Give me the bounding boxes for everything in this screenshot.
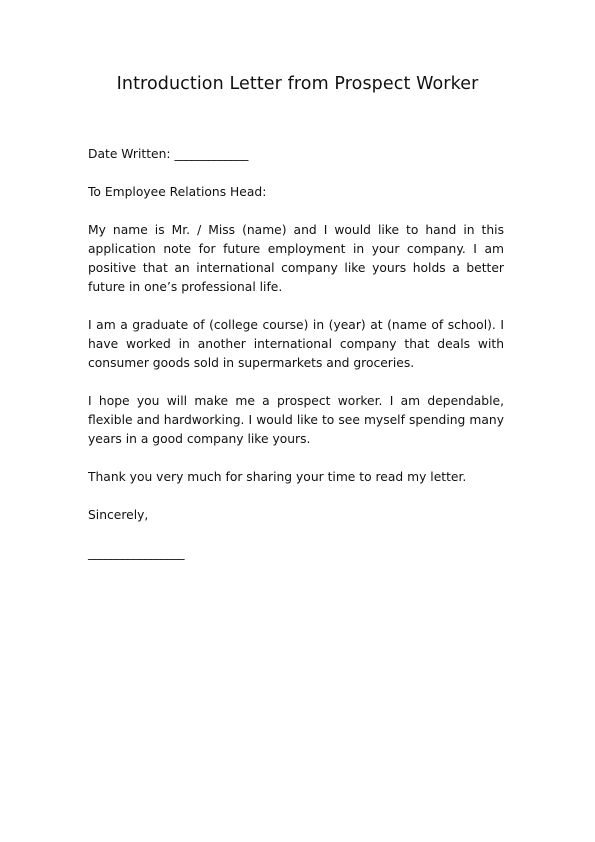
date-blank: _____________ [174,147,248,161]
date-written-label: Date Written: [88,147,171,161]
paragraph-request: I hope you will make me a prospect worker. I am dependable, flexible and hardworking. I would like to see myself spending many years in a good company like yours. [88,394,504,446]
closing: Sincerely, [88,508,149,522]
salutation: To Employee Relations Head: [88,185,267,199]
paragraph-education-experience: I am a graduate of (college course) in (year) at (name of school). I have worked in another international company that deals with consumer goods sold in supermarkets and groceries. [88,318,504,370]
thank-you-line: Thank you very much for sharing your time to read my letter. [88,470,467,484]
signature-blank: _________________ [88,546,185,560]
paragraph-introduction: My name is Mr. / Miss (name) and I would like to hand in this application note for future employment in your company. I am positive that an international company like yours holds a better future in one’s professional life. [88,223,504,294]
letter-body [88,145,504,582]
letter-title: Introduction Letter from Prospect Worker [116,74,479,94]
date-written-line [88,145,504,164]
